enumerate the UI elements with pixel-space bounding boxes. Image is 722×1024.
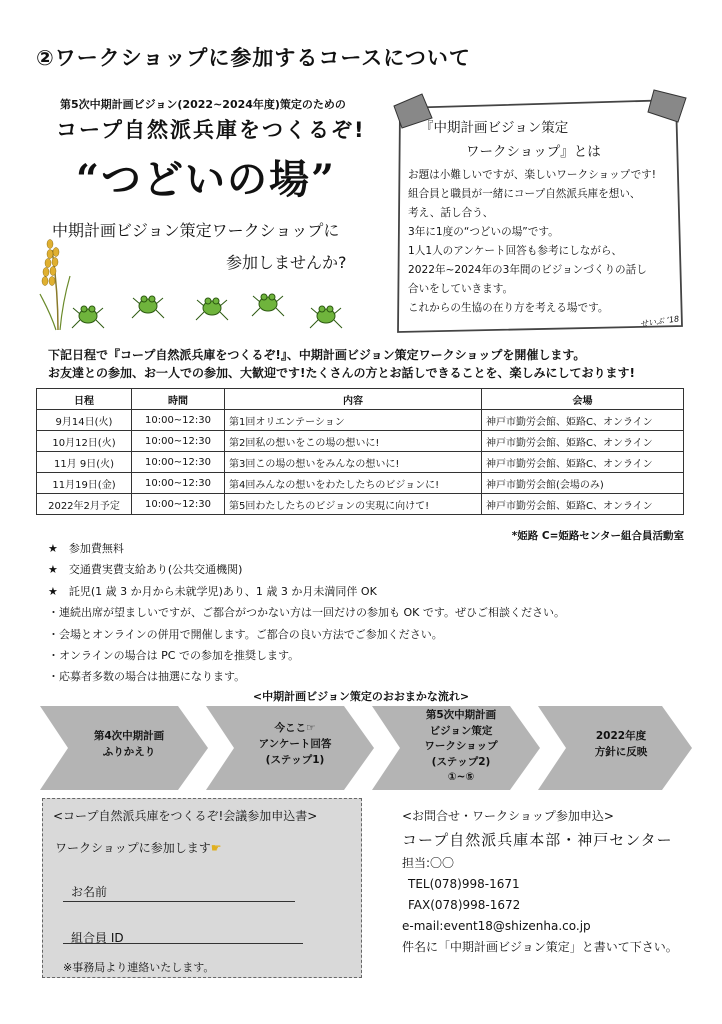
table-row — [37, 410, 684, 431]
cell-venue: 神戸市勤労会館(会場のみ) — [482, 473, 684, 494]
cell-venue: 神戸市勤労会館、姫路C、オンライン — [482, 452, 684, 473]
cell-time: 10:00~12:30 — [132, 410, 225, 431]
list-item: ★ 参加費無料 — [48, 542, 124, 555]
contact-subject-note: 件名に「中期計画ビジョン策定」と書いて下さい。 — [402, 940, 678, 954]
cell-venue: 神戸市勤労会館、姫路C、オンライン — [482, 410, 684, 431]
poster-big-title: “つどいの場” — [76, 156, 337, 203]
flow-diagram — [40, 706, 692, 790]
cell-time: 10:00~12:30 — [132, 494, 225, 515]
table-row — [37, 452, 684, 473]
intro-line-2: お友達との参加、お一人での参加、大歓迎です!たくさんの方とお話しできることを、楽しみにしております! — [48, 366, 635, 380]
note-line: 考え、話し合う、 — [408, 207, 494, 219]
flow-title: <中期計画ビジョン策定のおおまかな流れ> — [252, 690, 470, 703]
list-item: ・連続出席が望ましいですが、ご都合がつかない方は一回だけの参加も OK です。ぜひご相談ください。 — [48, 606, 565, 620]
flow-step-line: 第4次中期計画 — [93, 730, 165, 742]
list-item: ・会場とオンラインの併用で開催します。ご都合の良い方法でご参加ください。 — [48, 627, 443, 641]
flow-step — [566, 728, 676, 760]
poster-main-title: コープ自然派兵庫をつくるぞ! — [56, 118, 366, 142]
table-row — [37, 431, 684, 452]
cell-date: 9月14日(火) — [37, 410, 132, 431]
note-body — [408, 166, 678, 318]
contact-person: 担当:〇〇 — [402, 856, 455, 870]
contact-fax: FAX(078)998-1672 — [408, 898, 521, 912]
name-input-line[interactable] — [63, 901, 295, 902]
contact-info — [402, 806, 678, 958]
form-name-label: お名前 — [71, 885, 108, 899]
flow-step-line: (ステップ2) — [431, 755, 491, 768]
list-item: ★ 交通費実費支給あり(公共交通機関) — [48, 563, 243, 577]
header-venue: 会場 — [482, 389, 684, 410]
form-title: <コープ自然派兵庫をつくるぞ!会議参加申込書> — [53, 809, 318, 823]
flow-step-line: 第5次中期計画 — [425, 709, 497, 721]
note-line: 2022年~2024年の3年間のビジョンづくりの話し — [408, 264, 647, 276]
pointing-hand-icon: ☛ — [210, 841, 222, 855]
list-item: ・オンラインの場合は PC での参加を推奨します。 — [48, 649, 300, 663]
cell-venue: 神戸市勤労会館、姫路C、オンライン — [482, 494, 684, 515]
cell-date: 2022年2月予定 — [37, 494, 132, 515]
cell-time: 10:00~12:30 — [132, 452, 225, 473]
note-line: 組合員と職員が一緒にコープ自然派兵庫を想い、 — [408, 188, 641, 200]
flow-step-line: アンケート回答 — [258, 738, 332, 750]
header-content: 内容 — [225, 389, 482, 410]
invite-line-1: 中期計画ビジョン策定ワークショップに — [52, 221, 340, 240]
note-line: 3年に1度の“つどいの場”です。 — [408, 226, 559, 238]
flow-step — [400, 708, 522, 786]
note-line: お題は小難しいですが、楽しいワークショップです! — [408, 169, 657, 181]
cell-venue: 神戸市勤労会館、姫路C、オンライン — [482, 431, 684, 452]
info-list — [48, 538, 565, 688]
flow-step-line: 2022年度 — [595, 730, 647, 742]
cell-date: 11月 9日(火) — [37, 452, 132, 473]
cell-content: 第4回みんなの想いをわたしたちのビジョンに! — [225, 473, 482, 494]
flow-step — [234, 720, 356, 768]
table-header-row — [37, 389, 684, 410]
cell-time: 10:00~12:30 — [132, 431, 225, 452]
flow-step-line: (ステップ1) — [265, 754, 325, 766]
cell-time: 10:00~12:30 — [132, 473, 225, 494]
contact-org: コープ自然派兵庫本部・神戸センター — [402, 831, 673, 849]
header-time: 時間 — [132, 389, 225, 410]
poster-subtitle: 第5次中期計画ビジョン(2022~2024年度)策定のための — [60, 98, 346, 111]
page-heading: ②ワークショップに参加するコースについて — [36, 46, 471, 70]
flow-step-line: ワークショップ — [424, 740, 498, 753]
cell-content: 第1回オリエンテーション — [225, 410, 482, 431]
member-id-input-line[interactable] — [63, 943, 303, 944]
cell-content: 第2回私の想いをこの場の想いに! — [225, 431, 482, 452]
schedule-footnote: *姫路 C=姫路センター組合員活動室 — [511, 530, 684, 542]
table-row — [37, 473, 684, 494]
cell-date: 10月12日(火) — [37, 431, 132, 452]
cell-date: 11月19日(金) — [37, 473, 132, 494]
cell-content: 第3回この場の想いをみんなの想いに! — [225, 452, 482, 473]
note-signature: せいぶ ’18 — [639, 314, 680, 329]
contact-tel: TEL(078)998-1671 — [408, 877, 520, 891]
intro-line-1: 下記日程で『コープ自然派兵庫をつくるぞ!』、中期計画ビジョン策定ワークショップを開催します。 — [48, 348, 586, 362]
form-member-id-label: 組合員 ID — [71, 931, 124, 945]
flow-step-line: 方針に反映 — [594, 746, 648, 758]
flow-step — [68, 728, 190, 760]
note-title-line-2: ワークショップ』とは — [466, 144, 601, 160]
workshop-description-note — [392, 88, 688, 338]
note-line: 合いをしていきます。 — [408, 283, 514, 295]
form-note: ※事務局より連絡いたします。 — [63, 961, 215, 974]
flow-step-line: ①~⑤ — [447, 771, 475, 784]
intro-text — [48, 346, 635, 382]
note-line: 1人1人のアンケート回答も参考にしながら、 — [408, 245, 623, 257]
contact-title: <お問合せ・ワークショップ参加申込> — [402, 809, 614, 823]
form-join-label: ワークショップに参加します — [55, 841, 211, 855]
form-join-text — [55, 839, 222, 856]
flow-step-line: ふりかえり — [102, 746, 156, 758]
application-form — [42, 798, 362, 978]
schedule-table — [36, 388, 684, 515]
frog-illustrations — [64, 284, 374, 340]
flow-step-line: ビジョン策定 — [429, 724, 493, 737]
note-line: これからの生協の在り方を考える場です。 — [408, 302, 609, 314]
cell-content: 第5回わたしたちのビジョンの実現に向けて! — [225, 494, 482, 515]
note-title-line-1: 『中期計画ビジョン策定 — [420, 120, 569, 136]
invite-line-2: 参加しませんか? — [226, 253, 347, 272]
list-item: ★ 託児(1 歳 3 か月から未就学児)あり、1 歳 3 か月未満同伴 OK — [48, 584, 377, 598]
table-row — [37, 494, 684, 515]
flow-step-line: 今ここ☞ — [274, 722, 316, 734]
header-date: 日程 — [37, 389, 132, 410]
contact-email[interactable]: e-mail:event18@shizenha.co.jp — [402, 919, 591, 933]
list-item: ・応募者多数の場合は抽選になります。 — [48, 670, 246, 684]
